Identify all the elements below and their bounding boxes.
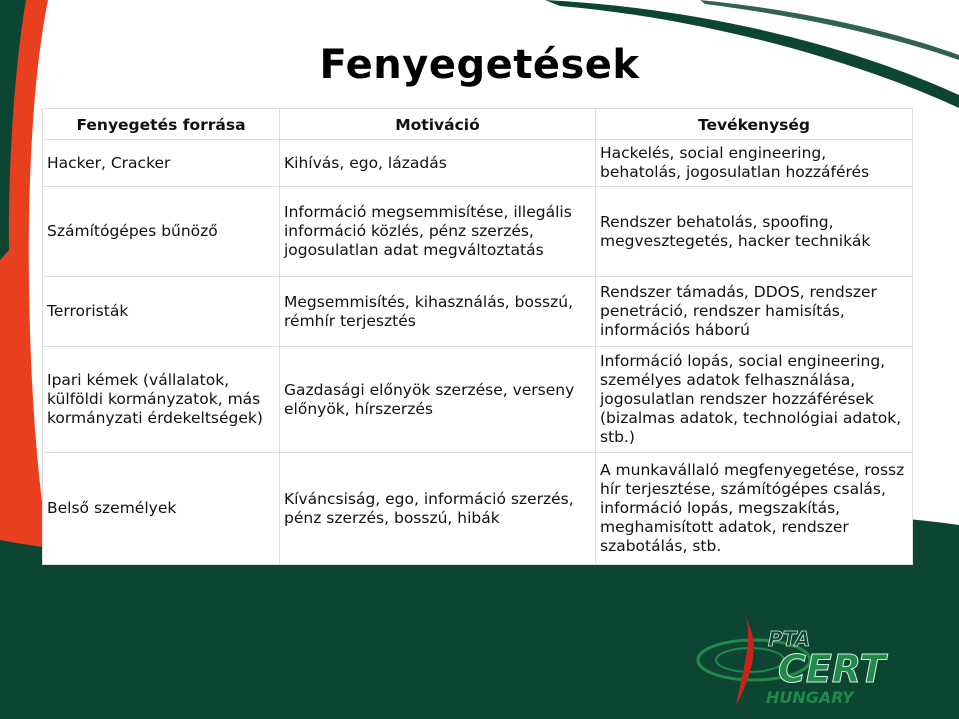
table-row bbox=[43, 140, 913, 187]
source-cell: Belső személyek bbox=[43, 453, 280, 565]
column-header-motivation: Motiváció bbox=[280, 109, 596, 140]
column-header-activity: Tevékenység bbox=[596, 109, 913, 140]
activity-cell: Információ lopás, social engineering, személyes adatok felhasználása, jogosulatlan rendszer hozzáférések (bizalmas adatok, technológiai adatok, stb.) bbox=[596, 347, 913, 453]
logo-bottom-text: HUNGARY bbox=[766, 688, 854, 707]
table-row bbox=[43, 347, 913, 453]
activity-cell: A munkavállaló megfenyegetése, rossz hír terjesztése, számítógépes csalás, információ lopás, megszakítás, meghamisított adatok, rendszer szabotálás, stb. bbox=[596, 453, 913, 565]
source-cell: Terroristák bbox=[43, 277, 280, 347]
table-row bbox=[43, 277, 913, 347]
pta-cert-logo bbox=[696, 610, 954, 710]
logo-main-text: CERT bbox=[778, 647, 886, 691]
table-header-row bbox=[43, 109, 913, 140]
activity-cell: Rendszer behatolás, spoofing, megvesztegetés, hacker technikák bbox=[596, 187, 913, 277]
source-cell: Hacker, Cracker bbox=[43, 140, 280, 187]
motivation-cell: Megsemmisítés, kihasználás, bosszú, rémhír terjesztés bbox=[280, 277, 596, 347]
logo-flame-icon bbox=[736, 618, 754, 706]
motivation-cell: Kihívás, ego, lázadás bbox=[280, 140, 596, 187]
motivation-cell: Információ megsemmisítése, illegális információ közlés, pénz szerzés, jogosulatlan adat megváltoztatás bbox=[280, 187, 596, 277]
source-cell: Számítógépes bűnöző bbox=[43, 187, 280, 277]
motivation-cell: Gazdasági előnyök szerzése, verseny előnyök, hírszerzés bbox=[280, 347, 596, 453]
slide-title: Fenyegetések bbox=[319, 42, 640, 88]
logo-top-text: PTA bbox=[768, 627, 811, 651]
threats-table bbox=[42, 108, 913, 565]
table-row bbox=[43, 453, 913, 565]
source-cell: Ipari kémek (vállalatok, külföldi kormányzatok, más kormányzati érdekeltségek) bbox=[43, 347, 280, 453]
activity-cell: Rendszer támadás, DDOS, rendszer penetráció, rendszer hamisítás, információs háború bbox=[596, 277, 913, 347]
table-row bbox=[43, 187, 913, 277]
motivation-cell: Kíváncsiság, ego, információ szerzés, pénz szerzés, bosszú, hibák bbox=[280, 453, 596, 565]
column-header-source: Fenyegetés forrása bbox=[43, 109, 280, 140]
activity-cell: Hackelés, social engineering, behatolás, jogosulatlan hozzáférés bbox=[596, 140, 913, 187]
